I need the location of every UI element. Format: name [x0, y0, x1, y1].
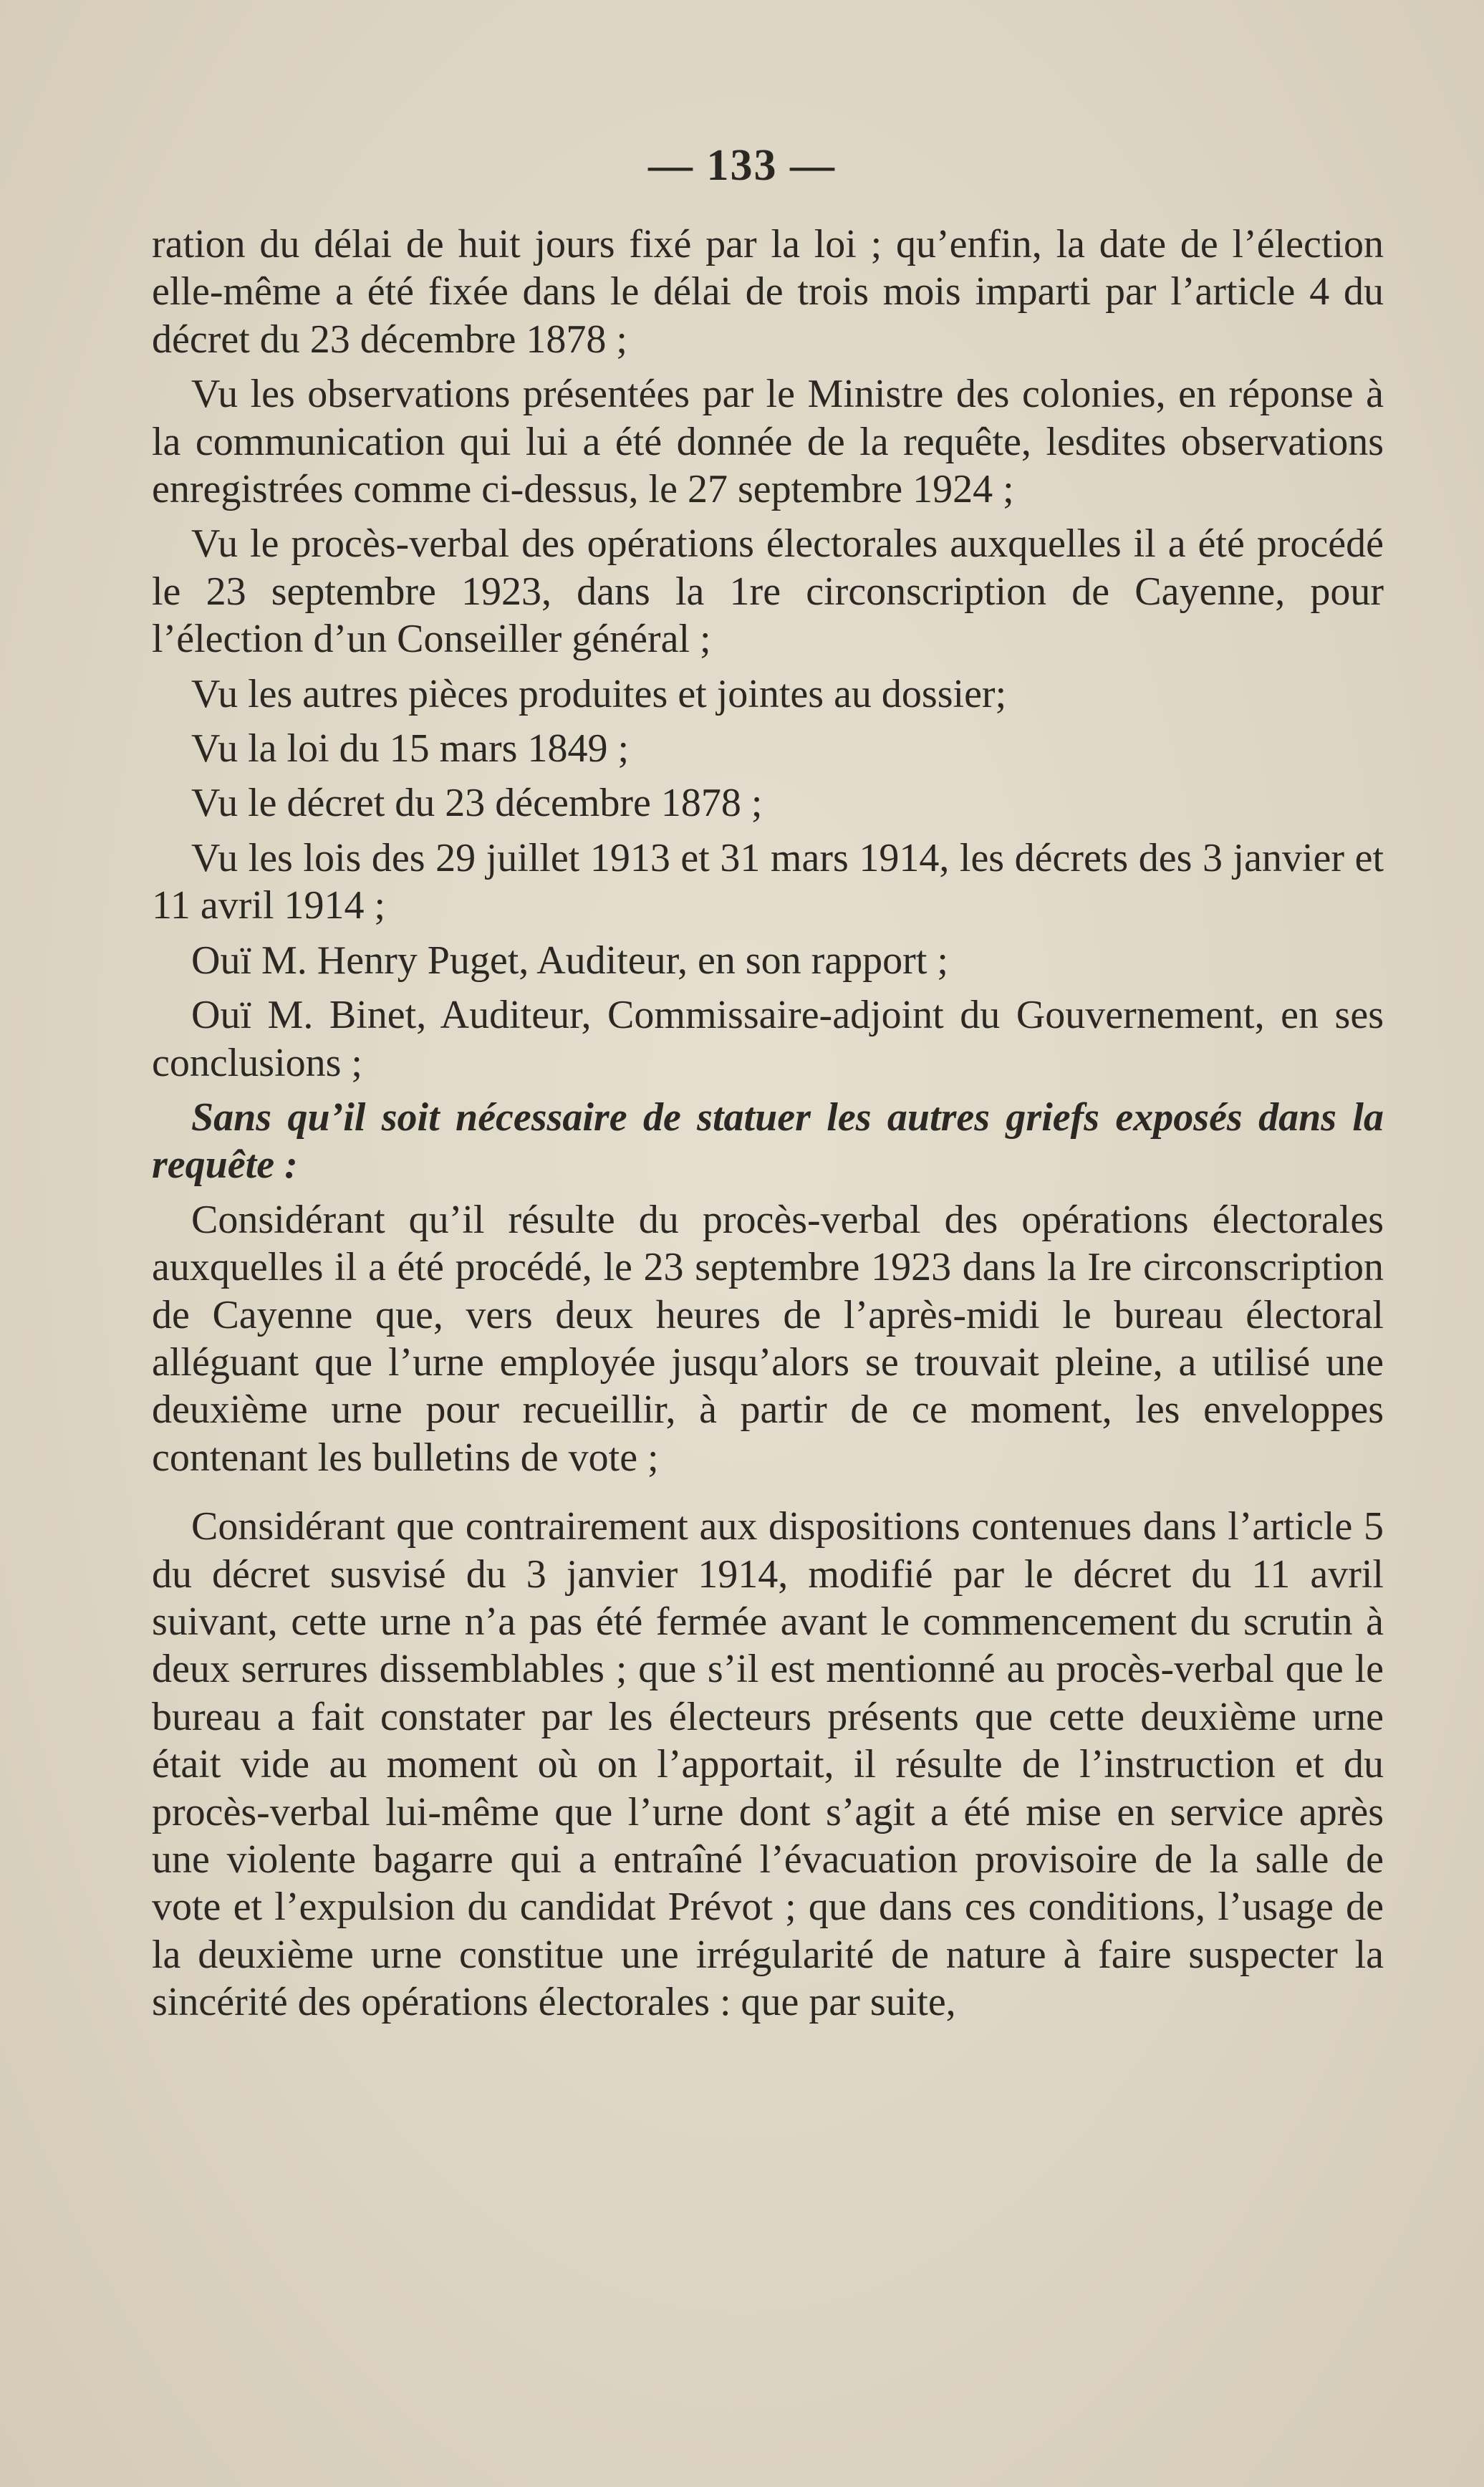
paragraph-oui-conclusions: Ouï M. Binet, Auditeur, Commissaire-adjoint du Gouvernement, en ses conclusions ; [152, 993, 1384, 1085]
paragraph-continuation: ration du délai de huit jours fixé par la loi ; qu’enfin, la date de l’élection elle-même a été fixée dans le délai de trois mois imparti par l’article 4 du décret du 23 décembre 1878 ; [152, 222, 1384, 362]
paragraph-vu-observations: Vu les observations présentées par le Ministre des colonies, en réponse à la communication qui lui a été donnée de la requête, lesdites observations enregistrées comme ci-dessus, le 27 septembre 1924 ; [152, 372, 1384, 512]
paragraph-oui-rapport: Ouï M. Henry Puget, Auditeur, en son rapport ; [191, 938, 948, 983]
paragraph-vu-proces-verbal: Vu le procès-verbal des opérations électorales auxquelles il a été procédé le 23 septembre 1923, dans la 1re circonscription de Cayenne, pour l’élection d’un Conseiller général ; [152, 521, 1384, 662]
paragraph-vu-decret: Vu le décret du 23 décembre 1878 ; [191, 781, 763, 826]
body-text [152, 221, 1384, 2034]
paragraph-sans-qu-il: Sans qu’il soit nécessaire de statuer les autres griefs exposés dans la requête : [152, 1095, 1384, 1188]
page-number: — 133 — [648, 141, 836, 190]
paragraph-vu-lois: Vu les lois des 29 juillet 1913 et 31 mars 1914, les décrets des 3 janvier et 11 avril 1914 ; [152, 835, 1384, 928]
paragraph-vu-pieces: Vu les autres pièces produites et jointes au dossier; [191, 671, 1007, 716]
paragraph-considerant-2: Considérant que contrairement aux dispositions contenues dans l’article 5 du décret susvisé du 3 janvier 1914, modifié par le décret du 11 avril suivant, cette urne n’a pas été fermée avant le commencement du scrutin à deux serrures dissemblables ; que s’il est mentionné au procès-verbal que le bureau a fait constater par les électeurs présents que cette deuxième urne était vide au moment où on l’apportait, il résulte de l’instruction et du procès-verbal lui-même que l’urne dont s’agit a été mise en service après une violente bagarre qui a entraîné l’évacuation provisoire de la salle de vote et l’expulsion du candidat Prévot ; que dans ces conditions, l’usage de la deuxième urne constitue une irrégularité de nature à faire suspecter la sincérité des opérations électorales : que par suite, [152, 1504, 1384, 2025]
paragraph-considerant-1: Considérant qu’il résulte du procès-verbal des opérations électorales auxquelles il a été procédé, le 23 septembre 1923 dans la Ire circonscription de Cayenne que, vers deux heures de l’après-midi le bureau électoral alléguant que l’urne employée jusqu’alors se trouvait pleine, a utilisé une deuxième urne pour recueillir, à partir de ce moment, les enveloppes contenant les bulletins de vote ; [152, 1197, 1384, 1480]
paragraph-vu-loi: Vu la loi du 15 mars 1849 ; [191, 726, 630, 771]
